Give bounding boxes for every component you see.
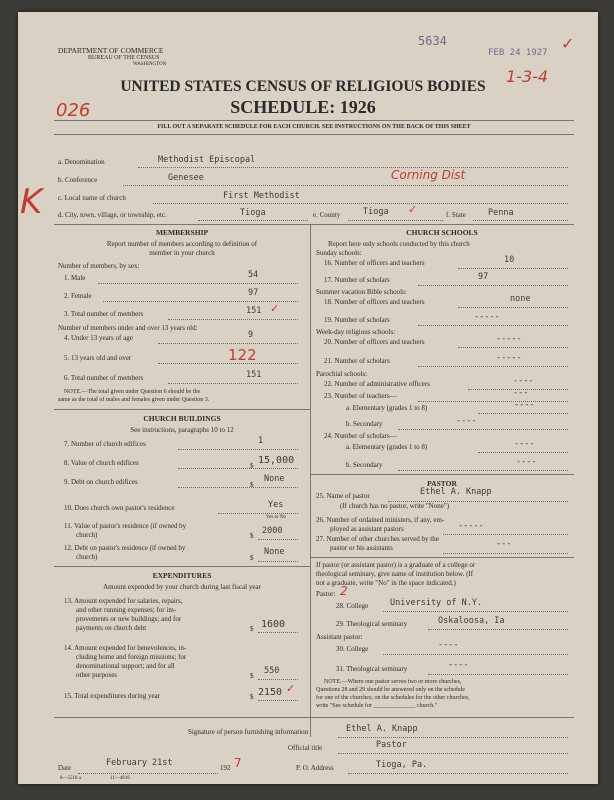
denomination-label: a. Denomination	[58, 158, 105, 166]
dollar-sign: $	[250, 693, 254, 701]
q31-label: 31. Theological seminary	[336, 665, 408, 673]
schedule-title: SCHEDULE: 1926	[230, 97, 376, 117]
pastor-note-2: Questions 28 and 29 should be answered only on the schedule	[316, 687, 465, 693]
q28-label: 28. College	[336, 602, 369, 610]
bureau-label: BUREAU OF THE CENSUS	[88, 55, 160, 61]
stamp-number: 5634	[418, 34, 447, 48]
summer-schools-label: Summer vacation Bible schools:	[316, 288, 407, 296]
church-name-label: c. Local name of church	[58, 194, 126, 202]
q17-label: 17. Number of scholars	[324, 276, 390, 284]
members-by-age-label: Number of members under and over 13 years old:	[58, 324, 198, 332]
q12-debt-label: 12. Debt on pastor's residence (if owned by	[64, 544, 186, 552]
q13-label-2: and other running expenses; for im-	[76, 606, 177, 614]
q23a-label: a. Elementary (grades 1 to 8)	[346, 404, 428, 412]
city-town-label: d. City, town, village, or township, etc.	[58, 211, 167, 219]
q24a-value: ----	[514, 439, 535, 449]
county-value: Tioga	[363, 207, 389, 217]
stamp-date: FEB 24 1927	[488, 48, 548, 58]
pastor-note-4: write "See schedule for ______________ church."	[316, 703, 438, 709]
buildings-subheading: See instructions, paragraphs 10 to 12	[130, 426, 234, 434]
q9-debt-label: 9. Debt on church edifices	[64, 478, 138, 486]
pastor-note: NOTE.—Where one pastor serves two or more churches,	[324, 679, 462, 685]
q13-label-4: payments on church debt	[76, 624, 147, 632]
pastor-heading: PASTOR	[427, 479, 457, 488]
dollar-sign: $	[250, 481, 254, 489]
q2-female-label: 2. Female	[64, 292, 92, 300]
form-number-2: 11—4816	[110, 776, 130, 781]
po-address-label: P. O. Address	[296, 764, 334, 772]
dollar-sign: $	[250, 462, 254, 470]
q6-total-label: 6. Total number of members	[64, 374, 144, 382]
q26-value: -----	[458, 521, 484, 531]
q15-total-value: 2150	[258, 687, 283, 698]
q5-over13-label: 5. 13 years old and over	[64, 354, 132, 362]
q8-value-value: 15,000	[258, 455, 295, 466]
q1-male-value: 54	[248, 270, 259, 280]
q11-value-value: 2000	[262, 526, 283, 536]
q23-dash: ---	[513, 388, 529, 398]
graduate-instruction: If pastor (or assistant pastor) is a graduate of a college or	[316, 561, 476, 569]
q13-label: 13. Amount expended for salaries, repairs,	[64, 597, 183, 605]
graduate-instruction-3: not a graduate, write "No" in the space indicated.)	[316, 579, 456, 587]
q22-value: ----	[513, 376, 534, 386]
q23b-label: b. Secondary	[346, 420, 383, 428]
q7-edifices-value: 1	[258, 436, 264, 446]
q26-label-2: ployed as assistant pastors	[330, 525, 404, 533]
sunday-schools-label: Sunday schools:	[316, 249, 362, 257]
q24-label: 24. Number of scholars—	[324, 432, 397, 440]
expenditures-heading: EXPENDITURES	[152, 571, 212, 580]
q8-value-label: 8. Value of church edifices	[64, 459, 139, 467]
handwritten-number: 026	[56, 100, 91, 121]
q25-value: Ethel A. Knapp	[420, 487, 492, 497]
q30-label: 30. College	[336, 645, 369, 653]
expenditures-subheading: Amount expended by your church during last fiscal year	[103, 583, 261, 591]
q27-label: 27. Number of other churches served by the	[316, 535, 439, 543]
q14-label: 14. Amount expended for benevolences, in-	[64, 644, 187, 652]
q10-residence-label: 10. Does church own pastor's residence	[64, 504, 175, 512]
official-title-label: Official title	[288, 744, 323, 752]
q28-value: University of N.Y.	[390, 598, 483, 608]
conference-label: b. Conference	[58, 176, 98, 184]
q26-label: 26. Number of ordained ministers, if any, em-	[316, 516, 445, 524]
q24b-label: b. Secondary	[346, 461, 383, 469]
dollar-sign: $	[250, 532, 254, 540]
denomination-value: Methodist Episcopal	[158, 155, 256, 165]
q14-label-2: cluding home and foreign missions; for	[76, 653, 187, 661]
q2-female-value: 97	[248, 288, 259, 298]
date-value: February 21st	[106, 758, 173, 768]
q10-residence-value: Yes	[268, 500, 284, 510]
signature-value: Ethel A. Knapp	[346, 724, 418, 734]
q14-label-3: denominational support; and for all	[76, 662, 175, 670]
year-handwritten: 7	[234, 756, 242, 770]
members-by-sex-label: Number of members, by sex:	[58, 262, 140, 270]
q20-value: -----	[496, 334, 522, 344]
city-label: WASHINGTON	[133, 62, 167, 67]
separate-schedule-instruction: FILL OUT A SEPARATE SCHEDULE FOR EACH CHURCH. SEE INSTRUCTIONS ON THE BACK OF THIS SHEET	[157, 124, 471, 130]
q16-value: 10	[504, 255, 515, 265]
q24b-value: ----	[516, 457, 537, 467]
q14-value: 550	[264, 666, 280, 676]
q17-value: 97	[478, 272, 489, 282]
q13-value: 1600	[261, 619, 286, 630]
city-town-value: Tioga	[240, 208, 266, 218]
q11-value-label-2: church)	[76, 531, 98, 539]
q23-label: 23. Number of teachers—	[324, 392, 397, 400]
q3-check-icon: ✓	[270, 302, 280, 315]
schools-intro: Report here only schools conducted by this church	[328, 240, 470, 248]
year-label: 192	[220, 764, 231, 772]
census-schedule-sheet	[18, 12, 598, 784]
pastor-handwritten-mark: 2	[340, 584, 348, 598]
parochial-schools-label: Parochial schools:	[316, 370, 368, 378]
q1-male-label: 1. Male	[64, 274, 86, 282]
q9-debt-value: None	[264, 474, 285, 484]
date-label: Date	[58, 764, 72, 772]
conference-handwritten-note: Corning Dist	[391, 168, 466, 182]
membership-note-2: same as the total of males and females given under Question 3.	[58, 397, 210, 403]
q27-label-2: pastor or his assistants	[330, 544, 393, 552]
q6-total-value: 151	[246, 370, 262, 380]
q31-value: ----	[448, 660, 469, 670]
buildings-heading: CHURCH BUILDINGS	[143, 414, 221, 423]
q13-label-3: provements or new buildings; and for	[76, 615, 182, 623]
q4-under13-label: 4. Under 13 years of age	[64, 334, 133, 342]
q25-hint: (If church has no pastor, write "None")	[340, 502, 450, 510]
q23b-value: ----	[456, 416, 477, 426]
dollar-sign: $	[250, 554, 254, 562]
q27-value: ---	[496, 539, 512, 549]
department-label: DEPARTMENT OF COMMERCE	[58, 46, 164, 55]
assistant-pastor-subheading: Assistant pastor:	[316, 633, 363, 641]
q30-value: ----	[438, 640, 459, 650]
handwritten-code: 1-3-4	[506, 67, 549, 86]
q23a-value: ----	[514, 400, 535, 410]
q19-value: -----	[474, 312, 500, 322]
q16-label: 16. Number of officers and teachers	[324, 259, 425, 267]
q15-total-label: 15. Total expenditures during year	[64, 692, 160, 700]
q14-label-4: other purposes	[76, 671, 118, 679]
state-label: f. State	[446, 211, 466, 219]
membership-heading: MEMBERSHIP	[155, 228, 209, 237]
pastor-subheading: Pastor:	[316, 590, 336, 598]
dollar-sign: $	[250, 625, 254, 633]
signature-label: Signature of person furnishing information	[188, 728, 309, 736]
q21-label: 21. Number of scholars	[324, 357, 390, 365]
q29-value: Oskaloosa, Ia	[438, 616, 505, 626]
official-title-value: Pastor	[376, 740, 407, 750]
q22-label: 22. Number of administrative officers	[324, 380, 430, 388]
q19-label: 19. Number of scholars	[324, 316, 390, 324]
state-value: Penna	[488, 208, 514, 218]
schools-heading: CHURCH SCHOOLS	[406, 228, 478, 237]
q18-value: none	[510, 294, 531, 304]
membership-note: NOTE.—The total given under Question 6 should be the	[64, 389, 201, 395]
pastor-note-3: for one of the churches; on the schedules for the other churches,	[316, 695, 470, 701]
q29-label: 29. Theological seminary	[336, 620, 408, 628]
q21-value: -----	[496, 353, 522, 363]
church-name-value: First Methodist	[223, 191, 300, 201]
po-address-value: Tioga, Pa.	[376, 760, 428, 770]
form-title: UNITED STATES CENSUS OF RELIGIOUS BODIES	[120, 78, 486, 95]
county-label: e. County	[313, 211, 341, 219]
q5-over13-value: 122	[228, 346, 257, 364]
dollar-sign: $	[250, 672, 254, 680]
q12-debt-value: None	[264, 547, 285, 557]
q3-total-value: 151	[246, 306, 262, 316]
graduate-instruction-2: theological seminary, give name of institution below. (If	[316, 570, 474, 578]
weekday-schools-label: Week-day religious schools:	[316, 328, 396, 336]
q18-label: 18. Number of officers and teachers	[324, 298, 425, 306]
county-check-icon: ✓	[408, 203, 418, 216]
q15-check-icon: ✓	[286, 682, 296, 695]
q24a-label: a. Elementary (grades 1 to 8)	[346, 443, 428, 451]
handwritten-k-mark: K	[20, 182, 43, 222]
membership-intro: Report number of members according to definition of	[106, 240, 258, 248]
q12-debt-label-2: church)	[76, 553, 98, 561]
membership-intro-2: member in your church	[149, 249, 215, 257]
q3-total-label: 3. Total number of members	[64, 310, 144, 318]
q11-value-label: 11. Value of pastor's residence (if owned by	[64, 522, 187, 530]
q25-label: 25. Name of pastor	[316, 492, 370, 500]
q4-under13-value: 9	[248, 330, 254, 340]
check-mark-icon: ✓	[561, 34, 575, 53]
form-number: 8—5518 a	[60, 776, 81, 781]
q20-label: 20. Number of officers and teachers	[324, 338, 425, 346]
q7-edifices-label: 7. Number of church edifices	[64, 440, 146, 448]
yes-or-no-hint: Yes or No	[266, 515, 287, 520]
conference-value: Genesee	[168, 173, 204, 183]
